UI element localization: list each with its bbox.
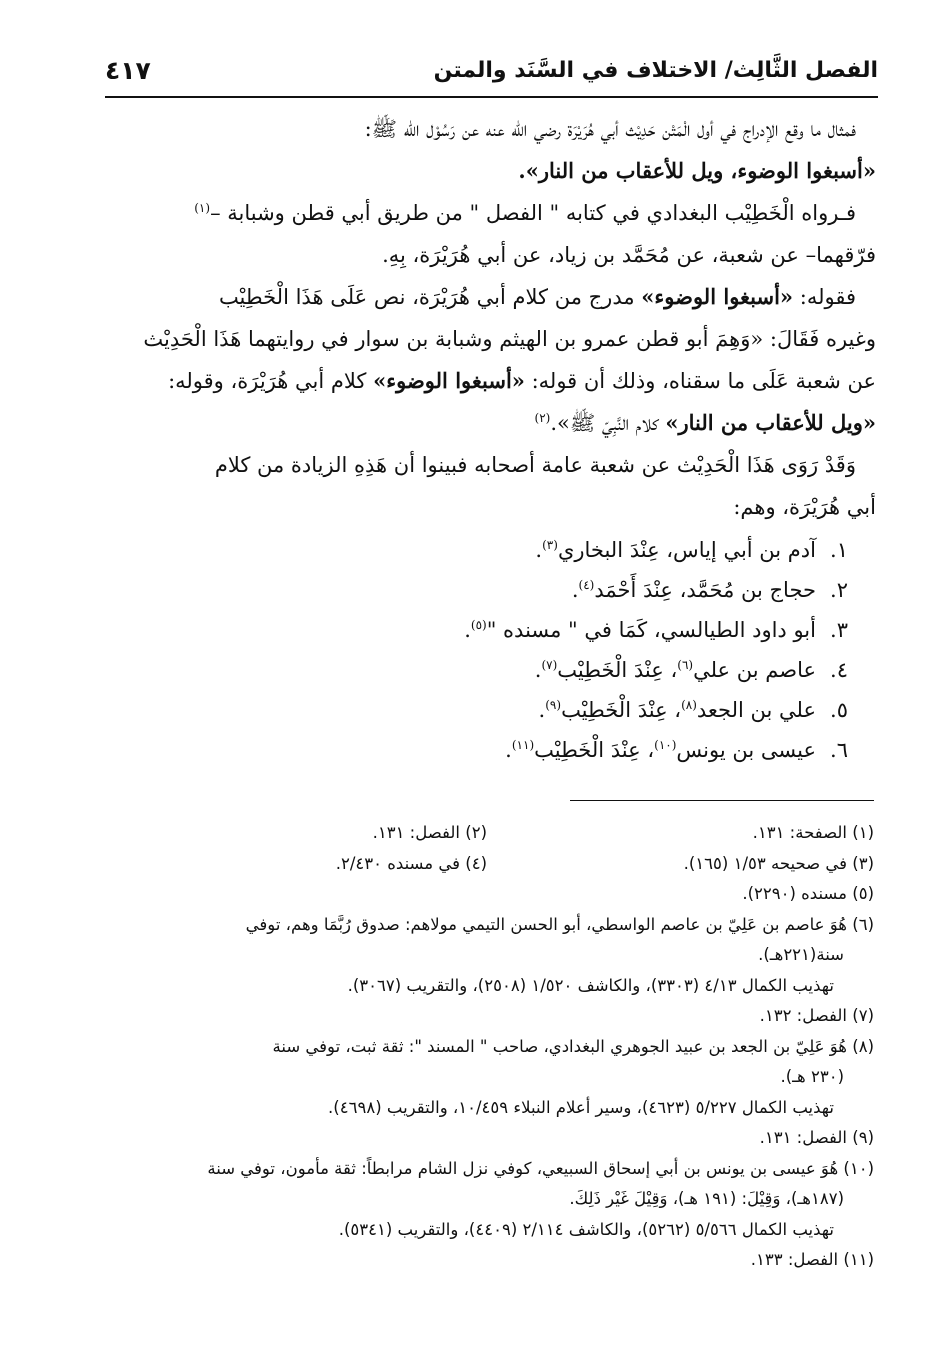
text-run: ، عِنْدَ الْخَطِيْب [561, 698, 682, 722]
text-run: أبو داود الطيالسي، كَمَا في " مسنده " [486, 618, 816, 642]
footnote-continuation: سنة(٢٢١هـ). [758, 945, 844, 964]
footnote-divider [570, 800, 874, 801]
list-number: ٣. [830, 618, 848, 642]
list-text [535, 530, 816, 570]
text-run: علي بن الجعد [696, 698, 816, 722]
footnote-ref: (٧) [541, 658, 558, 672]
paragraph-line: فرّقهما– عن شعبة، عن مُحَمَّد بن زياد، عن أبي هُرَيْرَة، بِهِ. [382, 243, 876, 267]
list-number: ٤. [830, 658, 848, 682]
footnote: (٣) في صحيحه ١/٥٣ (١٦٥). [683, 853, 874, 873]
footnote-ref: (٢) [534, 411, 551, 425]
text-run: . [535, 538, 543, 562]
footnote-ref: (٤) [578, 578, 595, 592]
paragraph-line [108, 360, 876, 402]
hadith-quote: «ويل للأعقاب من النار» [665, 410, 876, 435]
text-run: مدرج من كلام أبي هُرَيْرَة، نص عَلَى هَذَا الْخَطِيْب [218, 285, 635, 309]
footnote-ref: (٥) [470, 618, 487, 632]
paragraph-line [108, 402, 876, 444]
text-run: . [534, 658, 542, 682]
footnote-row [100, 849, 874, 880]
text-run: عن شعبة عَلَى ما سقناه، وذلك أن قوله: [531, 369, 876, 393]
list-text [535, 650, 816, 690]
text-run: . [464, 618, 471, 642]
footnote-ref: (٦) [677, 658, 694, 672]
text-run: فـرواه الْخَطِيْب البغدادي في كتابه " الفصل " من طريق أبي قطن وشبابة – [210, 201, 856, 225]
list-number: ٥. [830, 698, 848, 722]
footnote-ref: (١٠) [654, 738, 677, 752]
footnote-row [100, 818, 874, 849]
footnote: (٩) الفصل: ١٣١. [759, 1128, 874, 1147]
footnote: (٥) مسنده (٢٢٩٠). [742, 884, 874, 903]
text-run: ، عِنْدَ الْخَطِيْب [557, 658, 678, 682]
list-item [108, 690, 868, 730]
footnote: (٨) هُوَ عَلِيّ بن الجعد بن عبيد الجوهري البغدادي، صاحب " المسند ": ثقة ثبت، توفي سنة [272, 1036, 874, 1056]
list-item [108, 650, 868, 690]
list-text [539, 690, 816, 730]
hadith-quote: «أسبغوا الوضوء» [373, 368, 525, 393]
hadith-quote: «أسبغوا الوضوء» [641, 284, 794, 309]
text-run: . [505, 738, 512, 762]
list-number: ٢. [830, 578, 848, 602]
footnote-ref: (٩) [545, 698, 562, 712]
footnote: (٤) في مسنده ٢/٤٣٠. [335, 853, 487, 873]
text-run: فقوله: [799, 285, 856, 309]
text-run: حجاج بن مُحَمَّد، عِنْدَ أَحْمَد [594, 578, 816, 602]
paragraph-line [108, 276, 876, 318]
paragraph-line [108, 192, 876, 234]
footnote-ref: (٣) [542, 538, 558, 552]
footnote-ref: (١١) [511, 738, 535, 752]
text-run: عيسى بن يونس [676, 738, 816, 762]
footnotes [100, 818, 874, 1276]
footnote-reference-line: تهذيب الكمال ٥/٢٢٧ (٤٦٢٣)، وسير أعلام النبلاء ١٠/٤٥٩، والتقريب (٤٦٩٨). [328, 1097, 834, 1117]
header-divider [105, 96, 878, 98]
text-run: عاصم بن علي [693, 658, 816, 682]
footnote: (٦) هُوَ عاصم بن عَلِيّ بن عاصم الواسطي، أبو الحسن التيمي مولاهم: صدوق رُبَّمَا وهم، توفي [245, 914, 874, 934]
list-item [108, 730, 868, 770]
list-number: ٦. [830, 738, 848, 762]
footnote: (٢) الفصل: ١٣١. [372, 823, 487, 842]
footnote-reference-line: تهذيب الكمال ٥/٥٦٦ (٥٢٦٢)، والكاشف ٢/١١٤ (٤٤٠٩)، والتقريب (٥٣٤١). [338, 1219, 834, 1239]
text-run: ، عِنْدَ الْخَطِيْب [534, 738, 655, 762]
footnote-reference-line: تهذيب الكمال ٤/١٣ (٣٣٠٣)، والكاشف ١/٥٢٠ (٢٥٠٨)، والتقريب (٣٠٦٧). [347, 975, 834, 995]
text-run: كلام النَّبِيّ ﷺ». [550, 411, 659, 435]
text-run: . [571, 578, 579, 602]
list-text [464, 610, 816, 650]
paragraph-line: أبي هُرَيْرَة، وهم: [733, 495, 876, 519]
list-text [505, 730, 816, 770]
hadith-quote: «أسبغوا الوضوء، ويل للأعقاب من النار». [518, 158, 876, 183]
list-number: ١. [830, 538, 848, 562]
text-run: . [538, 698, 546, 722]
list-item [108, 610, 868, 650]
paragraph-line: وغيره فَقَالَ: «وَهِمَ أبو قطن عمرو بن الهيثم وشبابة بن سوار في روايتهما هَذَا الْحَدِيْث [143, 327, 876, 351]
footnote: (١٠) هُوَ عيسى بن يونس بن أبي إسحاق السبيعي، كوفي نزل الشام مرابطاً: ثقة مأمون، توفي سنة [207, 1158, 874, 1178]
text-run: كلام أبي هُرَيْرَة، وقوله: [168, 369, 367, 393]
footnote-ref: (٨) [681, 698, 697, 712]
text-run: آدم بن أبي إياس، عِنْدَ البخاري [557, 538, 816, 562]
list-item [108, 530, 868, 570]
footnote-continuation: (٢٣٠ هـ). [780, 1067, 844, 1086]
footnote: (١١) الفصل: ١٣٣. [750, 1250, 874, 1269]
narrators-list [108, 530, 868, 770]
list-item [108, 570, 868, 610]
footnote: (١) الصفحة: ١٣١. [752, 823, 874, 842]
main-text [108, 108, 876, 528]
chapter-title: الفصل الثَّالِث/ الاختلاف في السَّنَد والمتن [433, 58, 878, 83]
footnote-ref: (١) [194, 201, 211, 215]
list-text [572, 570, 816, 610]
paragraph-line: وَقَدْ رَوَى هَذَا الْحَدِيْث عن شعبة عامة أصحابه فبينوا أن هَذِهِ الزيادة من كلام [214, 453, 856, 477]
footnote: (٧) الفصل: ١٣٢. [759, 1006, 874, 1025]
paragraph-line: فمثال ما وقع الإدراج في أول الْمَتْن حَدِيْث أبي هُرَيْرَة رضي الله عنه عن رَسُوْل الله ﷺ: [364, 117, 856, 141]
page-header [105, 50, 878, 96]
page-number: ٤١٧ [105, 56, 151, 85]
footnote-continuation: (١٨٧هـ)، وَقِيْلَ: (١٩١ هـ)، وَقِيْلَ غَيْر ذَلِكَ. [569, 1189, 844, 1208]
